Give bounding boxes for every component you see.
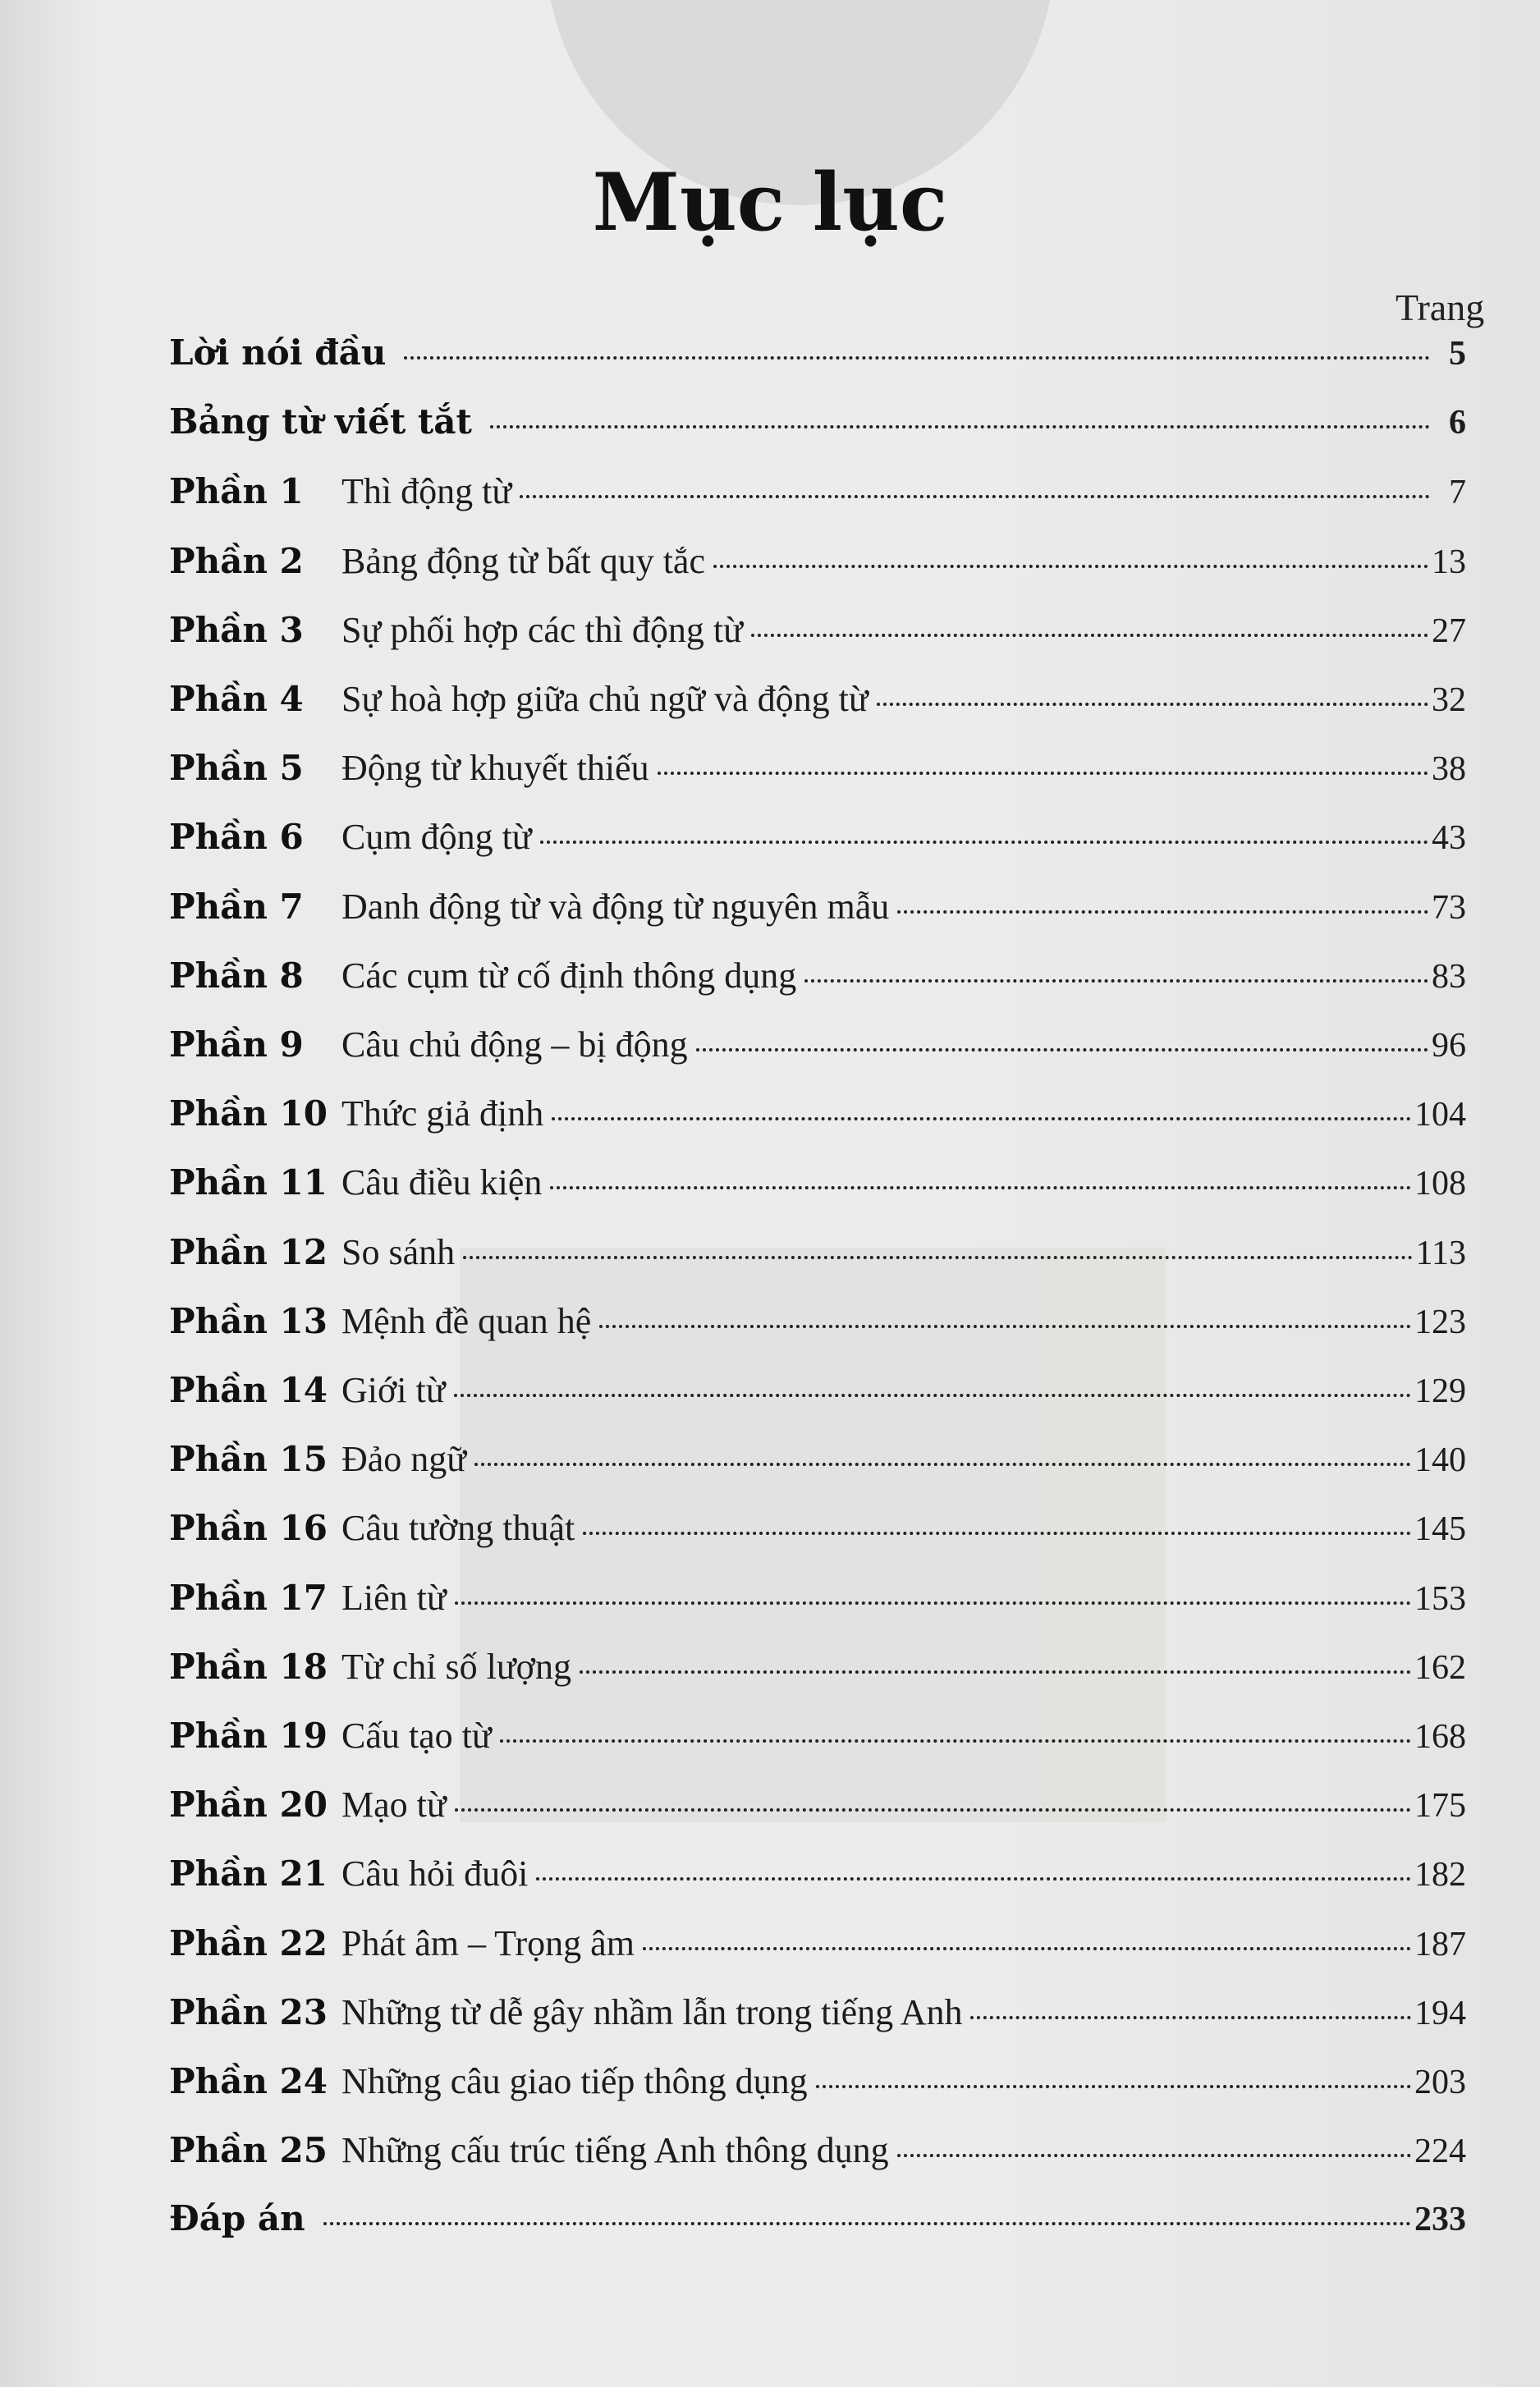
toc-entry: [169, 401, 1466, 459]
toc-entry-page-number: 175: [1414, 1787, 1466, 1826]
toc-entry: [169, 1853, 1466, 1910]
toc-entry-title: Câu tường thuật: [341, 1508, 575, 1549]
dot-leader: [323, 2222, 1411, 2225]
toc-entry: [169, 470, 1466, 528]
toc-entry: [169, 332, 1466, 390]
toc-entry: [169, 2060, 1466, 2118]
dot-leader: [751, 634, 1428, 637]
toc-entry-label: Phần 17: [169, 1577, 328, 1618]
toc-entry-title: Danh động từ và động từ nguyên mẫu: [341, 886, 890, 927]
toc-entry-page-number: 187: [1414, 1925, 1466, 1963]
toc-entry-title: Mệnh đề quan hệ: [341, 1300, 592, 1341]
dot-leader: [520, 495, 1430, 498]
dot-leader: [580, 1670, 1411, 1674]
dot-leader: [583, 1532, 1411, 1535]
toc-entry-title: Những câu giao tiếp thông dụng: [341, 2061, 808, 2101]
dot-leader: [970, 2016, 1411, 2019]
toc-entry: [169, 955, 1466, 1012]
toc-entry-label: Phần 14: [169, 1370, 328, 1410]
toc-entry-label: Phần 15: [169, 1439, 328, 1480]
toc-entry: [169, 1369, 1466, 1427]
toc-entry-page-number: 38: [1432, 750, 1466, 789]
toc-entry-label: Phần 6: [169, 817, 304, 858]
toc-entry: [169, 1922, 1466, 1980]
toc-entry-label: Lời nói đầu: [169, 332, 387, 373]
toc-entry: [169, 1300, 1466, 1358]
toc-entry-page-number: 113: [1415, 1234, 1466, 1272]
toc-entry-label: Phần 25: [169, 2130, 328, 2171]
toc-entry-title: Câu chủ động – bị động: [341, 1024, 688, 1065]
toc-entry-title: Mạo từ: [341, 1785, 447, 1826]
dot-leader: [540, 841, 1428, 844]
dot-leader: [404, 356, 1430, 360]
toc-entry-label: Phần 24: [169, 2061, 328, 2101]
toc-entry-page-number: 73: [1432, 888, 1466, 927]
dot-leader: [454, 1394, 1411, 1397]
toc-entry-title: Những từ dễ gây nhầm lẫn trong tiếng Anh: [341, 1991, 963, 2032]
dot-leader: [643, 1947, 1411, 1950]
toc-entry-page-number: 7: [1449, 474, 1466, 512]
toc-entry-page-number: 83: [1432, 957, 1466, 996]
toc-entry-label: Phần 19: [169, 1716, 328, 1756]
toc-entry-title: Các cụm từ cố định thông dụng: [341, 955, 797, 996]
toc-entry-title: Thì động từ: [341, 471, 512, 512]
toc-entry-label: Phần 16: [169, 1508, 328, 1549]
toc-entry: [169, 1715, 1466, 1772]
toc-entry: [169, 747, 1466, 804]
toc-entry-label: Phần 5: [169, 748, 304, 789]
toc-entry-page-number: 153: [1414, 1579, 1466, 1618]
toc-entry: [169, 1161, 1466, 1219]
toc-entry-label: Phần 20: [169, 1785, 328, 1826]
dot-leader: [658, 772, 1428, 775]
dot-leader: [816, 2085, 1411, 2088]
toc-entry-title: Từ chỉ số lượng: [341, 1646, 571, 1687]
dot-leader: [536, 1877, 1411, 1881]
toc-entry-label: Phần 9: [169, 1024, 304, 1065]
toc-entry: [169, 1438, 1466, 1496]
dot-leader: [500, 1739, 1411, 1743]
dot-leader: [550, 1186, 1411, 1189]
toc-entry-page-number: 194: [1414, 1994, 1466, 2032]
toc-entry-label: Phần 18: [169, 1646, 328, 1687]
toc-entry: [169, 1646, 1466, 1703]
dot-leader: [897, 2154, 1411, 2157]
toc-entry-label: Phần 7: [169, 886, 304, 927]
toc-entry-label: Phần 21: [169, 1853, 328, 1894]
toc-entry-page-number: 13: [1432, 543, 1466, 581]
toc-entry-title: So sánh: [341, 1231, 456, 1272]
toc-entry-title: Bảng động từ bất quy tắc: [341, 540, 705, 581]
toc-entry: [169, 1231, 1466, 1289]
toc-entry-label: Phần 8: [169, 955, 304, 996]
toc-entry-label: Phần 4: [169, 679, 304, 719]
dot-leader: [804, 979, 1428, 983]
page-column-label: Trang: [1396, 286, 1485, 328]
toc-entry-label: Phần 23: [169, 1991, 328, 2032]
toc-entry-label: Phần 3: [169, 609, 304, 650]
toc-entry: [169, 816, 1466, 873]
toc-entry: [169, 678, 1466, 735]
toc-entry-title: Giới từ: [341, 1370, 446, 1410]
toc-entry-page-number: 104: [1414, 1096, 1466, 1134]
dot-leader: [474, 1463, 1411, 1466]
dot-leader: [877, 703, 1428, 706]
toc-entry-page-number: 162: [1414, 1648, 1466, 1687]
toc-entry-title: Phát âm – Trọng âm: [341, 1922, 635, 1963]
toc-entry-title: Câu điều kiện: [341, 1162, 543, 1203]
toc-entry-page-number: 129: [1414, 1372, 1466, 1410]
toc-entry-page-number: 145: [1414, 1510, 1466, 1549]
dot-leader: [552, 1117, 1411, 1120]
toc-entry: [169, 2129, 1466, 2187]
toc-entry-label: Phần 2: [169, 540, 304, 581]
toc-entry: [169, 1507, 1466, 1565]
toc-entry: [169, 1991, 1466, 2049]
dot-leader: [490, 425, 1430, 428]
toc-entry-page-number: 96: [1432, 1027, 1466, 1065]
toc-entry: [169, 540, 1466, 598]
dot-leader: [713, 565, 1428, 568]
toc-entry-page-number: 5: [1449, 335, 1466, 373]
toc-entry-title: Động từ khuyết thiếu: [341, 748, 649, 789]
toc-entry-page-number: 123: [1414, 1303, 1466, 1341]
toc-entry-title: Cụm động từ: [341, 817, 532, 858]
toc-entry: [169, 1577, 1466, 1634]
toc-entry-title: Đảo ngữ: [341, 1439, 467, 1480]
toc-entry-title: Thức giả định: [341, 1093, 544, 1134]
toc-entry: [169, 1093, 1466, 1150]
toc-entry-label: Phần 1: [169, 471, 304, 512]
dot-leader: [455, 1601, 1411, 1605]
toc-entry-label: Đáp án: [169, 2198, 305, 2239]
page-title: Mục lục: [592, 156, 948, 249]
dot-leader: [897, 910, 1428, 914]
toc-entry-page-number: 43: [1432, 819, 1466, 858]
dot-leader: [463, 1256, 1412, 1259]
toc-entry-page-number: 168: [1414, 1718, 1466, 1756]
dot-leader: [696, 1048, 1428, 1051]
toc-entry-page-number: 233: [1414, 2201, 1466, 2239]
toc-entry-label: Phần 13: [169, 1300, 328, 1341]
toc-entry-title: Những cấu trúc tiếng Anh thông dụng: [341, 2130, 889, 2171]
toc-entry-page-number: 182: [1414, 1856, 1466, 1894]
toc-entry-title: Câu hỏi đuôi: [341, 1853, 529, 1894]
toc-entry-title: Sự hoà hợp giữa chủ ngữ và động từ: [341, 679, 869, 719]
toc-entry-page-number: 27: [1432, 612, 1466, 650]
toc-entry-title: Cấu tạo từ: [341, 1716, 492, 1756]
toc-entry-title: Liên từ: [341, 1577, 447, 1618]
toc-entry-page-number: 203: [1414, 2064, 1466, 2101]
dot-leader: [455, 1808, 1411, 1812]
toc-entry-label: Phần 10: [169, 1093, 328, 1134]
toc-entry-label: Phần 22: [169, 1922, 328, 1963]
toc-entry-page-number: 140: [1414, 1441, 1466, 1480]
toc-entry-label: Phần 12: [169, 1231, 328, 1272]
toc-entry: [169, 609, 1466, 667]
toc-entry-page-number: 32: [1432, 681, 1466, 719]
toc-entry-label: Phần 11: [169, 1162, 328, 1203]
toc-entry-page-number: 108: [1414, 1165, 1466, 1203]
toc-entry: [169, 1784, 1466, 1841]
toc-entry: [169, 886, 1466, 943]
toc-entry-page-number: 6: [1449, 404, 1466, 442]
toc-entry-title: Sự phối hợp các thì động từ: [341, 609, 743, 650]
toc-entry: [169, 1024, 1466, 1081]
toc-entry-page-number: 224: [1414, 2133, 1466, 2171]
toc-entry: [169, 2198, 1466, 2256]
dot-leader: [599, 1325, 1411, 1328]
toc-entry-label: Bảng từ viết tắt: [169, 401, 472, 442]
